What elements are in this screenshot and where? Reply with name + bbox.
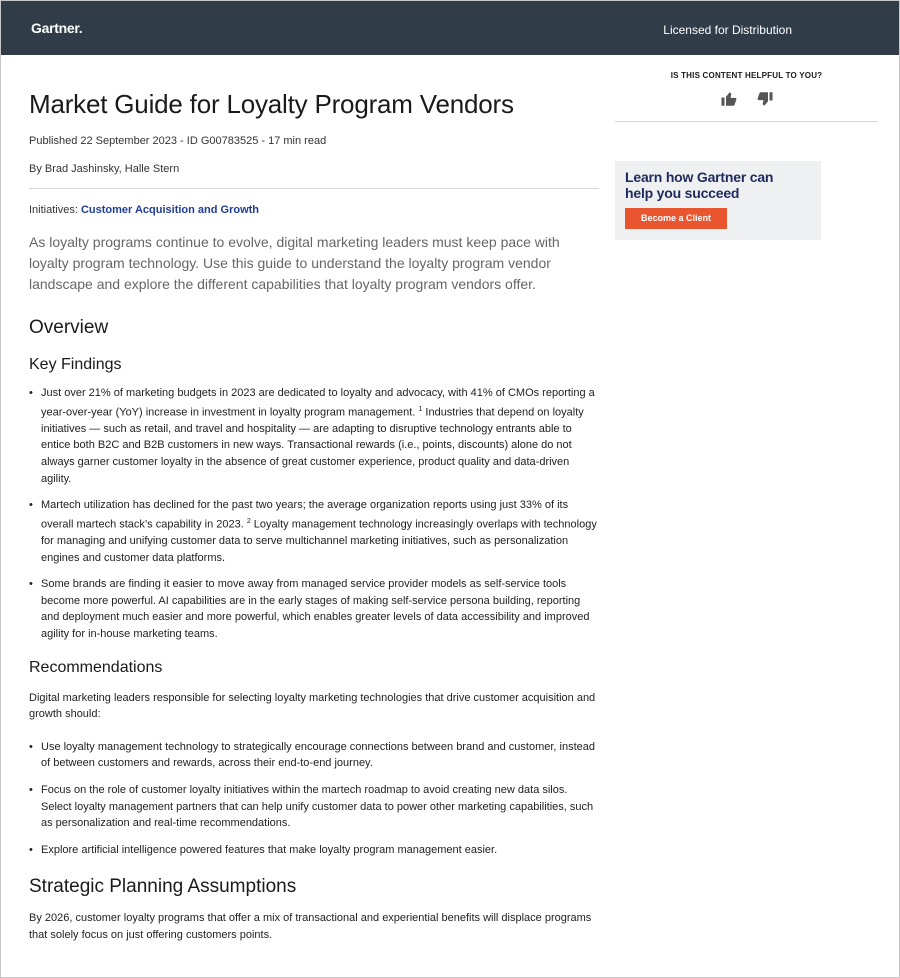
logo-text: Gartner [31, 20, 79, 36]
feedback-divider [615, 121, 878, 122]
publication-meta: Published 22 September 2023 - ID G00783525 - 17 min read [29, 135, 327, 147]
initiatives-line [29, 202, 599, 218]
footnote-ref[interactable]: 1 [418, 405, 423, 413]
list-item [29, 385, 599, 487]
article-main [29, 87, 599, 944]
list-item: • Use loyalty management technology to strategically encourage connections between brand and customer, instead of between customers and rewards, across their end-to-end journey. [29, 739, 599, 772]
authors-line: By Brad Jashinsky, Halle Stern [29, 163, 180, 175]
finding-text-cont: Loyalty management technology increasingly overlaps with technology for managing and unifying customer data to serve multichannel marketing initiatives, such as personalization engines and customer data platforms. [41, 518, 597, 564]
recommendations-intro: Digital marketing leaders responsible for selecting loyalty marketing technologies that drive customer acquisition and growth should: [29, 691, 596, 721]
become-client-button[interactable]: Become a Client [625, 208, 727, 229]
recommendations-heading: Recommendations [29, 658, 163, 676]
list-item: • Explore artificial intelligence powered features that make loyalty program management easier. [29, 842, 599, 859]
logo-dot: . [78, 20, 83, 36]
footnote-ref[interactable]: 2 [246, 517, 251, 525]
strategic-planning-text: By 2026, customer loyalty programs that offer a mix of transactional and experiential benefits will displace programs that solely focus on just offering customers points. [29, 912, 592, 941]
overview-heading: Overview [29, 317, 109, 338]
feedback-question: IS THIS CONTENT HELPFUL TO YOU? [670, 71, 823, 80]
initiative-link[interactable]: Customer Acquisition and Growth [80, 204, 260, 216]
recommendations-list [29, 739, 599, 859]
key-findings-list [29, 385, 599, 643]
strategic-planning-heading: Strategic Planning Assumptions [29, 876, 297, 898]
finding-text-cont: Industries that depend on loyalty initiatives — such as retail, and travel and hospitality — are adapting to disruptive technology entrants able to entice both B2C and B2B customers in new ways. Transactional rewards (i.e., points, discounts) alone do not always garner customer loyalty in the absence of great customer experience, product quality and data-driven agility. [41, 406, 584, 485]
thumbs-down-icon[interactable] [756, 90, 774, 108]
promo-title: Learn how Gartner can help you succeed [625, 169, 774, 201]
finding-text: Some brands are finding it easier to move away from managed service provider models as self-service tools become more powerful. AI capabilities are in the early stages of making self-service persona building, reporting and deployment much easier and more powerful, which enables greater levels of data accessibility and improved agility for in-house marketing teams. [41, 578, 590, 641]
gartner-logo[interactable] [31, 20, 82, 36]
list-item: • Focus on the role of customer loyalty initiatives within the martech roadmap to avoid creating new data silos. Select loyalty management partners that can help unify customer data to power other marketing capabilities, such as personalization and real-time recommendations. [29, 782, 599, 832]
finding-text: Martech utilization has declined for the past two years; the average organization reports using just 33% of its overall martech stack’s capability in 2023. [41, 499, 569, 531]
list-item [29, 497, 599, 566]
key-findings-heading: Key Findings [29, 356, 122, 373]
thumbs-up-icon[interactable] [720, 90, 738, 108]
list-item [29, 576, 599, 642]
initiatives-label: Initiatives: [29, 204, 81, 216]
licensed-for-distribution-label: Licensed for Distribution [663, 23, 792, 37]
header-divider [29, 188, 599, 189]
top-header-bar [1, 1, 900, 55]
feedback-widget [615, 71, 878, 108]
page-title: Market Guide for Loyalty Program Vendors [29, 89, 514, 119]
article-summary: As loyalty programs continue to evolve, digital marketing leaders must keep pace with loyalty program technology. Use this guide to understand the loyalty program vendor landscape and explore the different capabilities that loyalty program vendors offer. [29, 234, 560, 292]
feedback-buttons [615, 90, 878, 108]
finding-text: Just over 21% of marketing budgets in 2023 are dedicated to loyalty and advocacy, with 41% of CMOs reporting a year-over-year (YoY) increase in investment in loyalty program management. [41, 387, 595, 419]
promo-banner[interactable] [615, 161, 821, 240]
